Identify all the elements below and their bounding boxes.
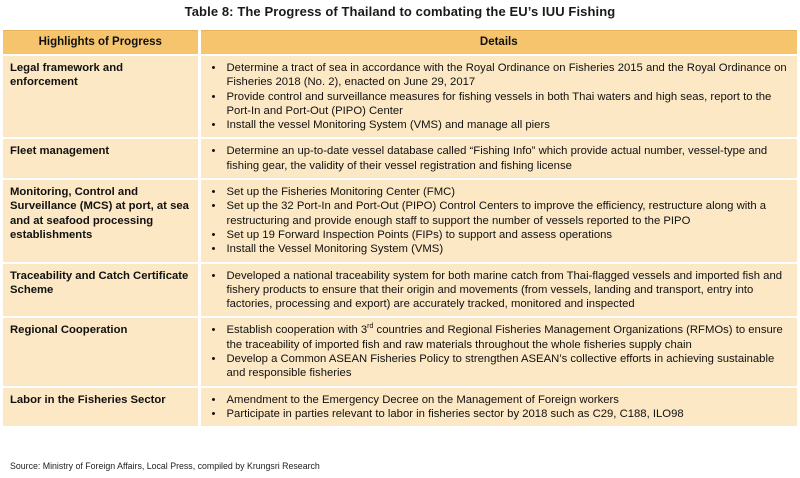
detail-item: • Determine an up-to-date vessel database called “Fishing Info” which provide actual number, vessel-type and fishing gear, the validity of their vessel registration and fishing license bbox=[227, 144, 788, 173]
table-row bbox=[3, 138, 797, 179]
row-label: Fleet management bbox=[3, 138, 199, 179]
detail-item bbox=[227, 323, 788, 352]
progress-table bbox=[3, 30, 797, 428]
detail-item: • Determine a tract of sea in accordance with the Royal Ordinance on Fisheries 2015 and the Royal Ordinance on Fisheries 2018 (No. 2), enacted on June 29, 2017 bbox=[227, 61, 788, 90]
row-details bbox=[199, 387, 797, 428]
row-details bbox=[199, 179, 797, 262]
table-row bbox=[3, 179, 797, 262]
table-row bbox=[3, 263, 797, 318]
detail-item: • Set up the 32 Port-In and Port-Out (PIPO) Control Centers to improve the efficiency, restructure along with a restructuring and provide enough staff to support the number of vessels reported to the PIPO bbox=[227, 199, 788, 228]
detail-item: • Amendment to the Emergency Decree on the Management of Foreign workers bbox=[227, 393, 788, 407]
row-label: Monitoring, Control and Surveillance (MCS) at port, at sea and at seafood processing establishments bbox=[3, 179, 199, 262]
table-row bbox=[3, 317, 797, 386]
detail-text-pre: Establish cooperation with 3 bbox=[226, 324, 368, 337]
table-row bbox=[3, 55, 797, 138]
detail-text-post: countries and Regional Fisheries Management Organizations (RFMOs) to ensure the traceability of imported fish and raw materials throughout the whole fisheries supply chain bbox=[226, 324, 783, 351]
row-details bbox=[199, 138, 797, 179]
detail-item: • Develop a Common ASEAN Fisheries Policy to strengthen ASEAN’s collective efforts in achieving sustainable and responsible fisheries bbox=[227, 352, 788, 381]
table-row bbox=[3, 387, 797, 428]
header-details: Details bbox=[199, 31, 797, 56]
ordinal-suffix: rd bbox=[367, 323, 374, 331]
row-label: Legal framework and enforcement bbox=[3, 55, 199, 138]
row-label: Labor in the Fisheries Sector bbox=[3, 387, 199, 428]
source-note: Source: Ministry of Foreign Affairs, Local Press, compiled by Krungsri Research bbox=[10, 461, 320, 471]
detail-item: • Install the Vessel Monitoring System (VMS) bbox=[227, 242, 788, 256]
detail-item: • Developed a national traceability system for both marine catch from Thai-flagged vessels and imported fish and fishery products to ensure that their origin and movements (from vessels, landing and transport, entry into factories, processing and export) are accurately tracked, monitored and inspected bbox=[227, 269, 788, 312]
detail-item: • Install the vessel Monitoring System (VMS) and manage all piers bbox=[227, 118, 788, 132]
row-details bbox=[199, 317, 797, 386]
detail-item: • Set up 19 Forward Inspection Points (FIPs) to support and assess operations bbox=[227, 228, 788, 242]
row-label: Regional Cooperation bbox=[3, 317, 199, 386]
table-header-row bbox=[3, 31, 797, 56]
header-highlights: Highlights of Progress bbox=[3, 31, 199, 56]
detail-item: • Participate in parties relevant to labor in fisheries sector by 2018 such as C29, C188, ILO98 bbox=[227, 407, 788, 421]
detail-item: • Provide control and surveillance measures for fishing vessels in both Thai waters and high seas, report to the Port-In and Port-Out (PIPO) Center bbox=[227, 90, 788, 119]
detail-item: • Set up the Fisheries Monitoring Center (FMC) bbox=[227, 185, 788, 199]
row-details bbox=[199, 55, 797, 138]
row-label: Traceability and Catch Certificate Scheme bbox=[3, 263, 199, 318]
table-title: Table 8: The Progress of Thailand to combating the EU’s IUU Fishing bbox=[184, 4, 616, 19]
row-details bbox=[199, 263, 797, 318]
